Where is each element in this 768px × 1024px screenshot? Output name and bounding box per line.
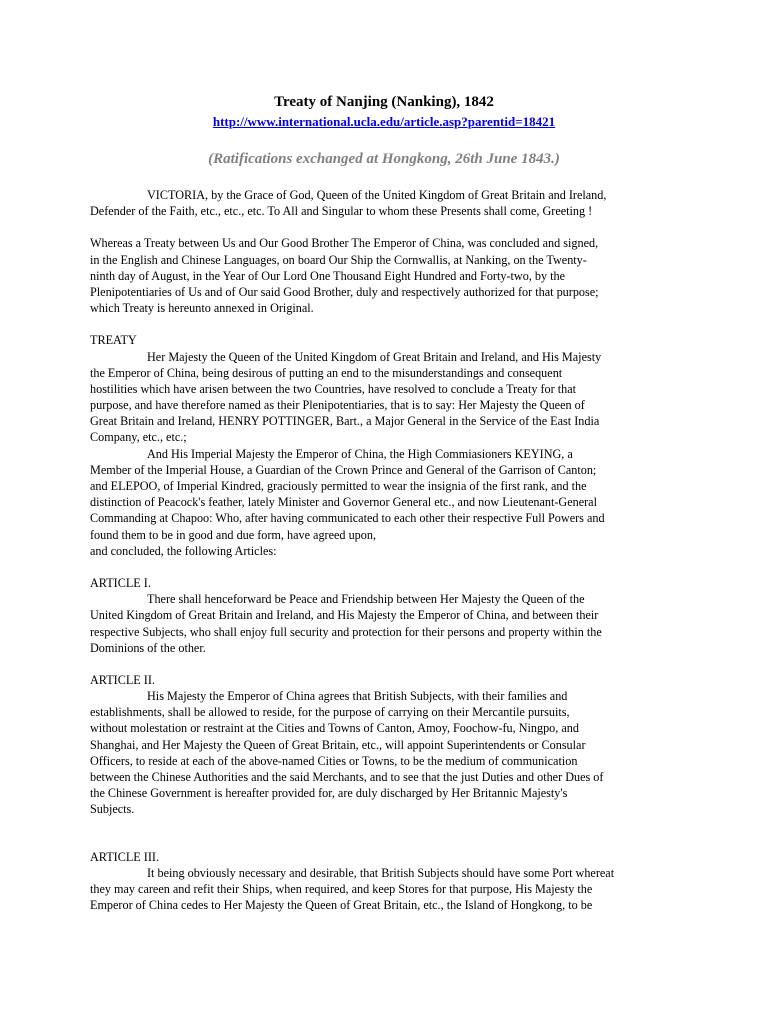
paragraph-spacer [90, 316, 682, 332]
text-line: Whereas a Treaty between Us and Our Good Brother The Emperor of China, was concluded and signed, [90, 236, 599, 251]
text-line: they may careen and refit their Ships, when required, and keep Stores for that purpose, His Majesty the [90, 881, 593, 896]
text-line: Member of the Imperial House, a Guardian of the Crown Prince and General of the Garrison of Canton; [90, 462, 597, 477]
text-line: Commanding at Chapoo: Who, after having communicated to each other their respective Full Powers and [90, 511, 605, 526]
text-line: ninth day of August, in the Year of Our Lord One Thousand Eight Hundred and Forty-two, by the [90, 268, 566, 283]
text-line: purpose, and have therefore named as their Plenipotentiaries, that is to say: Her Majesty the Queen of [90, 398, 585, 413]
text-line: and concluded, the following Articles: [90, 543, 277, 558]
text-line: the Emperor of China, being desirous of putting an end to the misunderstandings and consequent [90, 365, 563, 380]
text-line: United Kingdom of Great Britain and Ireland, and His Majesty the Emperor of China, and between their [90, 608, 599, 623]
text-line: Dominions of the other. [90, 640, 206, 655]
paragraph-spacer [90, 818, 682, 849]
source-link[interactable]: http://www.international.ucla.edu/article.asp?parentid=18421 [212, 114, 556, 129]
paragraph [90, 446, 682, 559]
text-line: and ELEPOO, of Imperial Kindred, graciously permitted to wear the insignia of the first rank, and the [90, 479, 587, 493]
document-body [90, 187, 682, 913]
text-line: Shanghai, and Her Majesty the Queen of Great Britain, etc., will appoint Superintendents or Consular [90, 737, 586, 752]
text-line: TREATY [90, 333, 137, 348]
text-line: distinction of Peacock's feather, lately Minister and Governor General etc., and now Lieutenant-General [90, 495, 597, 510]
paragraph-spacer [90, 559, 682, 575]
text-line: His Majesty the Emperor of China agrees that British Subjects, with their families and [147, 689, 568, 704]
text-line: in the English and Chinese Languages, on board Our Ship the Cornwallis, at Nanking, on the Twenty- [90, 252, 587, 267]
paragraph [90, 349, 682, 446]
paragraph [90, 865, 682, 914]
text-line: which Treaty is hereunto annexed in Original. [90, 301, 314, 316]
text-line: the Chinese Government is hereafter provided for, are duly discharged by Her Britannic Majesty's [90, 786, 568, 801]
text-line: ARTICLE II. [90, 672, 155, 687]
paragraph [90, 591, 682, 656]
text-line: Defender of the Faith, etc., etc., etc. To All and Singular to whom these Presents shall come, Greeting ! [90, 204, 593, 219]
paragraph [90, 187, 682, 219]
paragraph [90, 235, 682, 316]
text-line: There shall henceforward be Peace and Friendship between Her Majesty the Queen of the [147, 592, 585, 607]
text-line: And His Imperial Majesty the Emperor of China, the High Commiasioners KEYING, a [147, 446, 573, 461]
text-line: Emperor of China cedes to Her Majesty the Queen of Great Britain, etc., the Island of Hongkong, to be [90, 898, 593, 913]
text-line: between the Chinese Authorities and the said Merchants, and to see that the just Duties and other Dues of [90, 770, 604, 784]
ratification-subtitle: (Ratifications exchanged at Hongkong, 26th June 1843.) [208, 151, 560, 167]
paragraph [90, 575, 682, 591]
paragraph-spacer [90, 219, 682, 235]
text-line: hostilities which have arisen between the two Countries, have resolved to conclude a Treaty for that [90, 381, 577, 396]
text-line: VICTORIA, by the Grace of God, Queen of the United Kingdom of Great Britain and Ireland, [147, 188, 607, 202]
text-line: found them to be in good and due form, have agreed upon, [90, 527, 376, 542]
text-line: without molestation or restraint at the Cities and Towns of Canton, Amoy, Foochow-fu, Ningpo, and [90, 721, 579, 736]
text-line: Officers, to reside at each of the above-named Cities or Towns, to be the medium of communication [90, 753, 578, 768]
text-line: respective Subjects, who shall enjoy full security and protection for their persons and property within the [90, 624, 602, 639]
paragraph [90, 332, 682, 348]
text-line: Subjects. [90, 802, 135, 817]
text-line: ARTICLE I. [90, 575, 151, 590]
text-line: establishments, shall be allowed to reside, for the purpose of carrying on their Mercantile pursuits, [90, 705, 570, 720]
text-line: It being obviously necessary and desirable, that British Subjects should have some Port whereat [147, 865, 615, 880]
text-line: Her Majesty the Queen of the United Kingdom of Great Britain and Ireland, and His Majesty [147, 349, 602, 364]
document-title: Treaty of Nanjing (Nanking), 1842 [274, 94, 494, 110]
text-line: Plenipotentiaries of Us and of Our said Good Brother, duly and respectively authorized for that purpose; [90, 284, 599, 299]
paragraph [90, 849, 682, 865]
text-line: Company, etc., etc.; [90, 430, 187, 445]
text-line: ARTICLE III. [90, 849, 159, 864]
paragraph-spacer [90, 656, 682, 672]
text-line: Great Britain and Ireland, HENRY POTTINGER, Bart., a Major General in the Service of the East India [90, 414, 600, 429]
paragraph [90, 672, 682, 688]
paragraph [90, 688, 682, 818]
